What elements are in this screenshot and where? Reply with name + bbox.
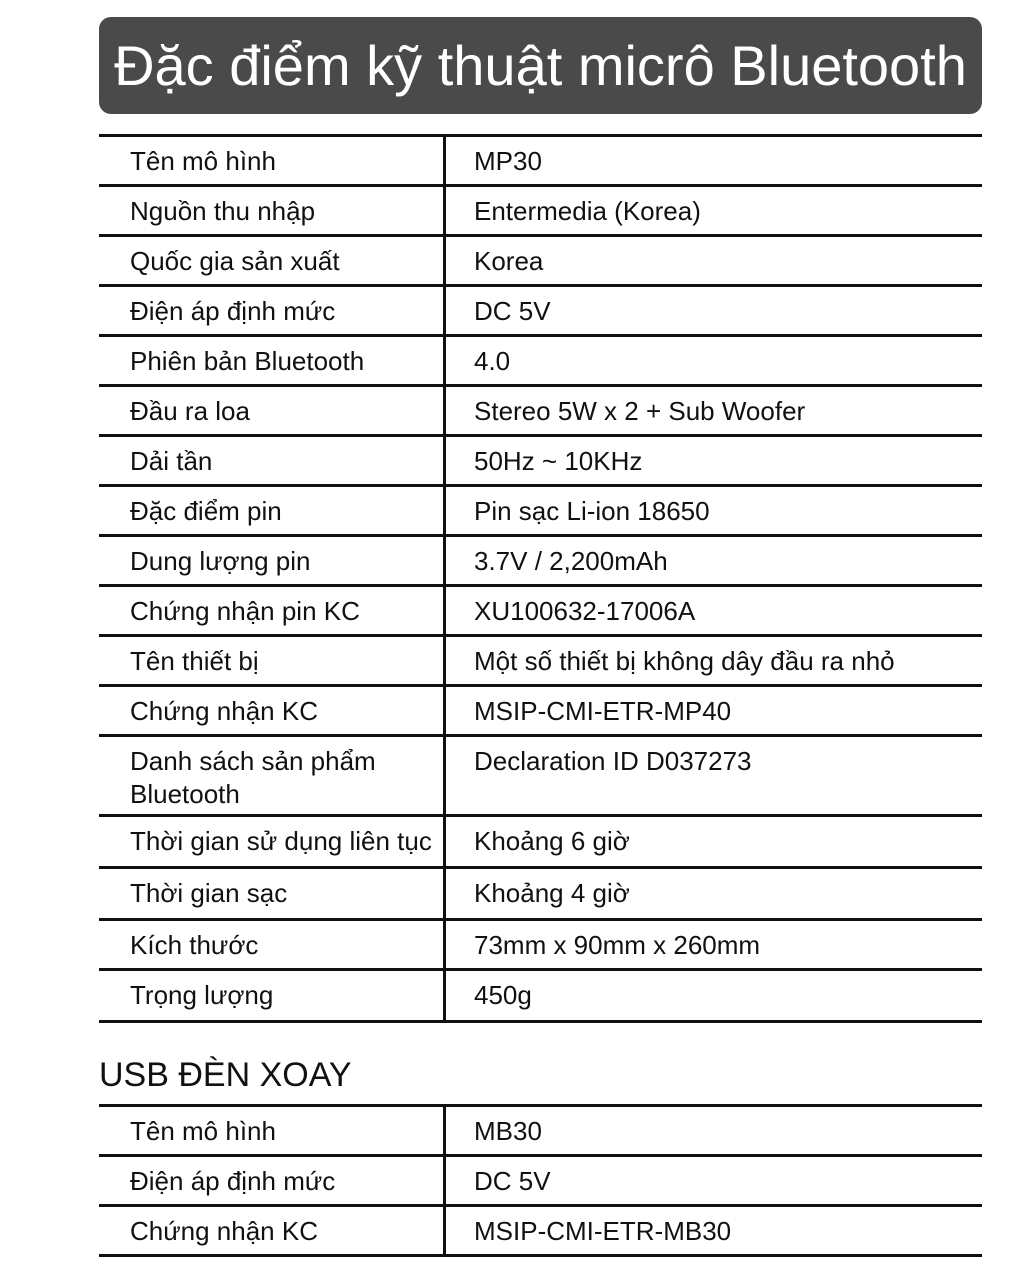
spec-label: Chứng nhận pin KC xyxy=(99,587,446,634)
spec-row xyxy=(99,921,982,971)
spec-row xyxy=(99,737,982,817)
spec-value: 4.0 xyxy=(474,346,511,376)
spec-value: DC 5V xyxy=(474,1166,551,1196)
spec-row xyxy=(99,1207,982,1257)
spec-label: Nguồn thu nhập xyxy=(99,187,446,234)
spec-value: Korea xyxy=(474,246,544,276)
spec-value: Một số thiết bị không dây đầu ra nhỏ xyxy=(474,646,895,676)
spec-value: MSIP-CMI-ETR-MB30 xyxy=(474,1216,732,1246)
spec-value: MSIP-CMI-ETR-MP40 xyxy=(474,696,732,726)
spec-label: Tên mô hình xyxy=(99,1107,446,1154)
main-spec-table xyxy=(99,134,982,1023)
spec-row xyxy=(99,971,982,1023)
spec-value: Pin sạc Li-ion 18650 xyxy=(474,496,710,526)
usb-spec-table xyxy=(99,1104,982,1257)
spec-value: Khoảng 6 giờ xyxy=(474,826,630,856)
spec-row xyxy=(99,587,982,637)
spec-label: Điện áp định mức xyxy=(99,1157,446,1204)
spec-value: DC 5V xyxy=(474,296,551,326)
page-title: Đặc điểm kỹ thuật micrô Bluetooth xyxy=(99,17,982,114)
spec-label: Dung lượng pin xyxy=(99,537,446,584)
spec-value: Declaration ID D037273 xyxy=(474,746,752,776)
spec-label: Chứng nhận KC xyxy=(99,687,446,734)
spec-row xyxy=(99,817,982,869)
spec-value: 73mm x 90mm x 260mm xyxy=(474,930,761,960)
spec-row xyxy=(99,869,982,921)
spec-label: Đầu ra loa xyxy=(99,387,446,434)
spec-label: Dải tần xyxy=(99,437,446,484)
spec-row xyxy=(99,237,982,287)
spec-value: 50Hz ~ 10KHz xyxy=(474,446,643,476)
spec-label: Thời gian sạc xyxy=(99,869,446,918)
spec-row xyxy=(99,1157,982,1207)
spec-label: Tên mô hình xyxy=(99,137,446,184)
spec-value: 3.7V / 2,200mAh xyxy=(474,546,668,576)
spec-label: Chứng nhận KC xyxy=(99,1207,446,1254)
spec-row xyxy=(99,637,982,687)
spec-value: Stereo 5W x 2 + Sub Woofer xyxy=(474,396,806,426)
spec-value: MB30 xyxy=(474,1116,542,1146)
spec-label: Tên thiết bị xyxy=(99,637,446,684)
spec-value: Khoảng 4 giờ xyxy=(474,878,630,908)
spec-row xyxy=(99,537,982,587)
spec-row xyxy=(99,387,982,437)
spec-row xyxy=(99,134,982,187)
spec-value: MP30 xyxy=(474,146,542,176)
spec-row xyxy=(99,337,982,387)
spec-label: Quốc gia sản xuất xyxy=(99,237,446,284)
usb-section-title: USB ĐÈN XOAY xyxy=(99,1056,352,1094)
spec-row xyxy=(99,1104,982,1157)
spec-row xyxy=(99,187,982,237)
spec-row xyxy=(99,487,982,537)
spec-row xyxy=(99,687,982,737)
spec-label: Danh sách sản phẩm Bluetooth xyxy=(99,737,446,814)
spec-row xyxy=(99,287,982,337)
spec-label: Đặc điểm pin xyxy=(99,487,446,534)
spec-value: XU100632-17006A xyxy=(474,596,696,626)
spec-value: Entermedia (Korea) xyxy=(474,196,701,226)
spec-label: Phiên bản Bluetooth xyxy=(99,337,446,384)
spec-row xyxy=(99,437,982,487)
spec-value: 450g xyxy=(474,980,532,1010)
spec-label: Thời gian sử dụng liên tục xyxy=(99,817,446,866)
spec-label: Trọng lượng xyxy=(99,971,446,1020)
spec-label: Điện áp định mức xyxy=(99,287,446,334)
spec-label: Kích thước xyxy=(99,921,446,968)
